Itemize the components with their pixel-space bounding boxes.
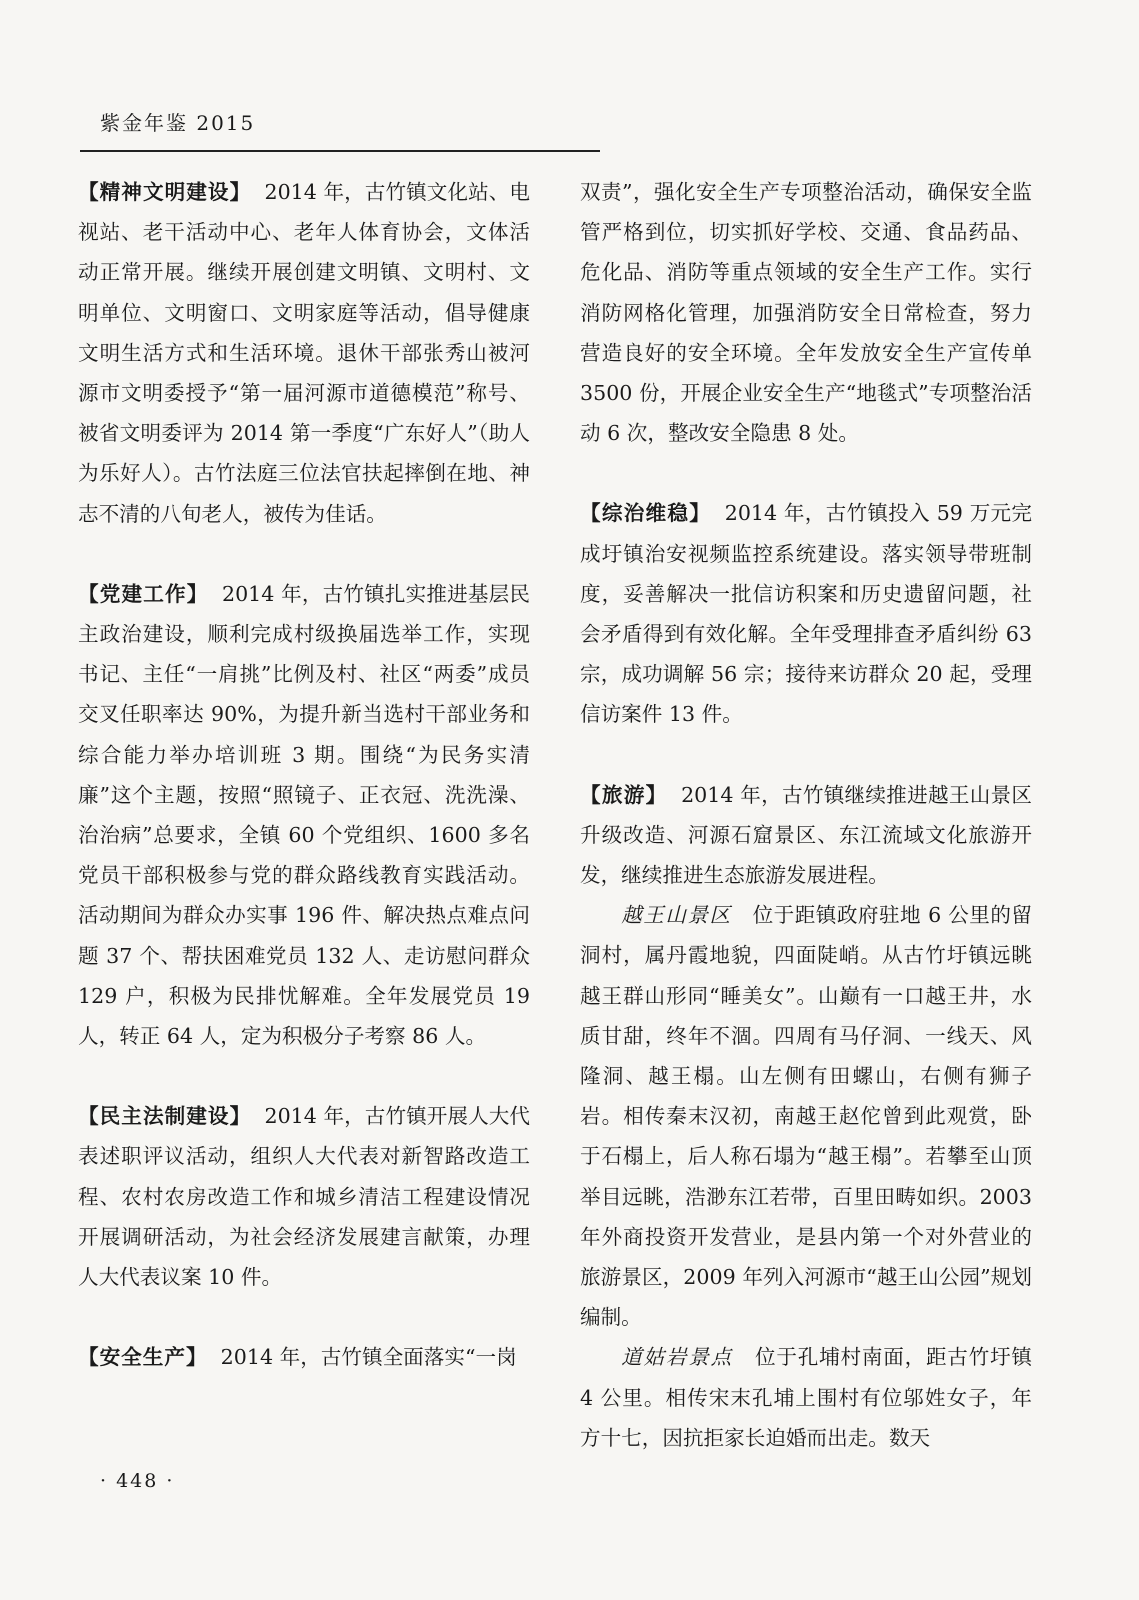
left-column bbox=[78, 172, 530, 1377]
section-work-safety bbox=[78, 1337, 530, 1377]
section-body: 2014 年，古竹镇扎实推进基层民主政治建设，顺利完成村级换届选举工作，实现书记、主任“一肩挑”比例及村、社区“两委”成员交叉任职率达 90%，为提升新当选村干部业务和综合能力举办培训班 3 期。围绕“为民务实清廉”这个主题，按照“照镜子、正衣冠、洗洗澡、治治病”总要求，全镇 60 个党组织、1600 多名党员干部积极参与党的群众路线教育实践活动。活动期间为群众办实事 196 件、解决热点难点问题 37 个、帮扶困难党员 132 人、走访慰问群众 129 户，积极为民排忧解难。全年发展党员 19 人，转正 64 人，定为积极分子考察 86 人。 bbox=[78, 581, 530, 1049]
section-body: 2014 年，古竹镇文化站、电视站、老干活动中心、老年人体育协会，文体活动正常开展。继续开展创建文明镇、文明村、文明单位、文明窗口、文明家庭等活动，倡导健康文明生活方式和生活环境。退休干部张秀山被河源市文明委授予“第一届河源市道德模范”称号、被省文明委评为 2014 第一季度“广东好人”（助人为乐好人）。古竹法庭三位法官扶起摔倒在地、神志不清的八旬老人，被传为佳话。 bbox=[78, 180, 530, 526]
scenic-name: 越王山景区 bbox=[621, 903, 732, 928]
section-social-stability bbox=[580, 493, 1032, 734]
section-body: 2014 年，古竹镇投入 59 万元完成圩镇治安视频监控系统建设。落实领导带班制度，妥善解决一批信访积案和历史遗留问题，社会矛盾得到有效化解。全年受理排查矛盾纠纷 63 宗，成功调解 56 宗；接待来访群众 20 起，受理信访案件 13 件。 bbox=[580, 501, 1032, 727]
section-party-building bbox=[78, 574, 530, 1056]
section-heading: 【安全生产】 bbox=[78, 1345, 208, 1370]
section-democracy-legal bbox=[78, 1096, 530, 1297]
scenic-name: 道姑岩景点 bbox=[621, 1345, 734, 1370]
section-work-safety-continued: 双责”，强化安全生产专项整治活动，确保安全监管严格到位，切实抓好学校、交通、食品药品、危化品、消防等重点领域的安全生产工作。实行消防网格化管理，加强消防安全日常检查，努力营造良好的安全环境。全年发放安全生产宣传单 3500 份，开展企业安全生产“地毯式”专项整治活动 6 次，整改安全隐患 8 处。 bbox=[580, 180, 1032, 446]
section-heading: 【党建工作】 bbox=[78, 581, 209, 606]
scenic-daoguyan bbox=[580, 1337, 1032, 1458]
section-spiritual-civilization bbox=[78, 172, 530, 534]
running-header: 紫金年鉴 2015 bbox=[100, 111, 256, 135]
section-heading: 【民主法制建设】 bbox=[78, 1104, 252, 1129]
section-body: 2014 年，古竹镇全面落实“一岗 bbox=[220, 1345, 517, 1370]
section-body: 2014 年，古竹镇继续推进越王山景区升级改造、河源石窟景区、东江流域文化旅游开发，继续推进生态旅游发展进程。 bbox=[580, 782, 1033, 888]
right-column bbox=[580, 172, 1032, 1458]
section-heading: 【旅游】 bbox=[580, 782, 668, 807]
section-heading: 【精神文明建设】 bbox=[78, 180, 252, 204]
page-number: · 448 · bbox=[100, 1470, 175, 1492]
section-body: 2014 年，古竹镇开展人大代表述职评议活动，组织人大代表对新智路改造工程、农村农房改造工作和城乡清洁工程建设情况开展调研活动，为社会经济发展建言献策，办理人大代表议案 10 件。 bbox=[78, 1104, 530, 1290]
scenic-body: 位于距镇政府驻地 6 公里的留洞村，属丹霞地貌，四面陡峭。从古竹圩镇远眺越王群山形同“睡美女”。山巅有一口越王井，水质甘甜，终年不涸。四周有马仔洞、一线天、风隆洞、越王榻。山左侧有田螺山，右侧有狮子岩。相传秦末汉初，南越王赵佗曾到此观赏，卧于石榻上，后人称石塌为“越王榻”。若攀至山顶举目远眺，浩渺东江若带，百里田畴如织。2003 年外商投资开发营业，是县内第一个对外营业的旅游景区，2009 年列入河源市“越王山公园”规划编制。 bbox=[580, 903, 1033, 1330]
scenic-body: 位于孔埔村南面，距古竹圩镇 4 公里。相传宋末孔埔上围村有位邬姓女子，年方十七，因抗拒家长迫婚而出走。数天 bbox=[580, 1345, 1033, 1450]
section-heading: 【综治维稳】 bbox=[580, 501, 712, 526]
scenic-yuewangshan bbox=[580, 895, 1032, 1337]
section-tourism bbox=[580, 775, 1032, 896]
header-rule bbox=[80, 150, 600, 152]
